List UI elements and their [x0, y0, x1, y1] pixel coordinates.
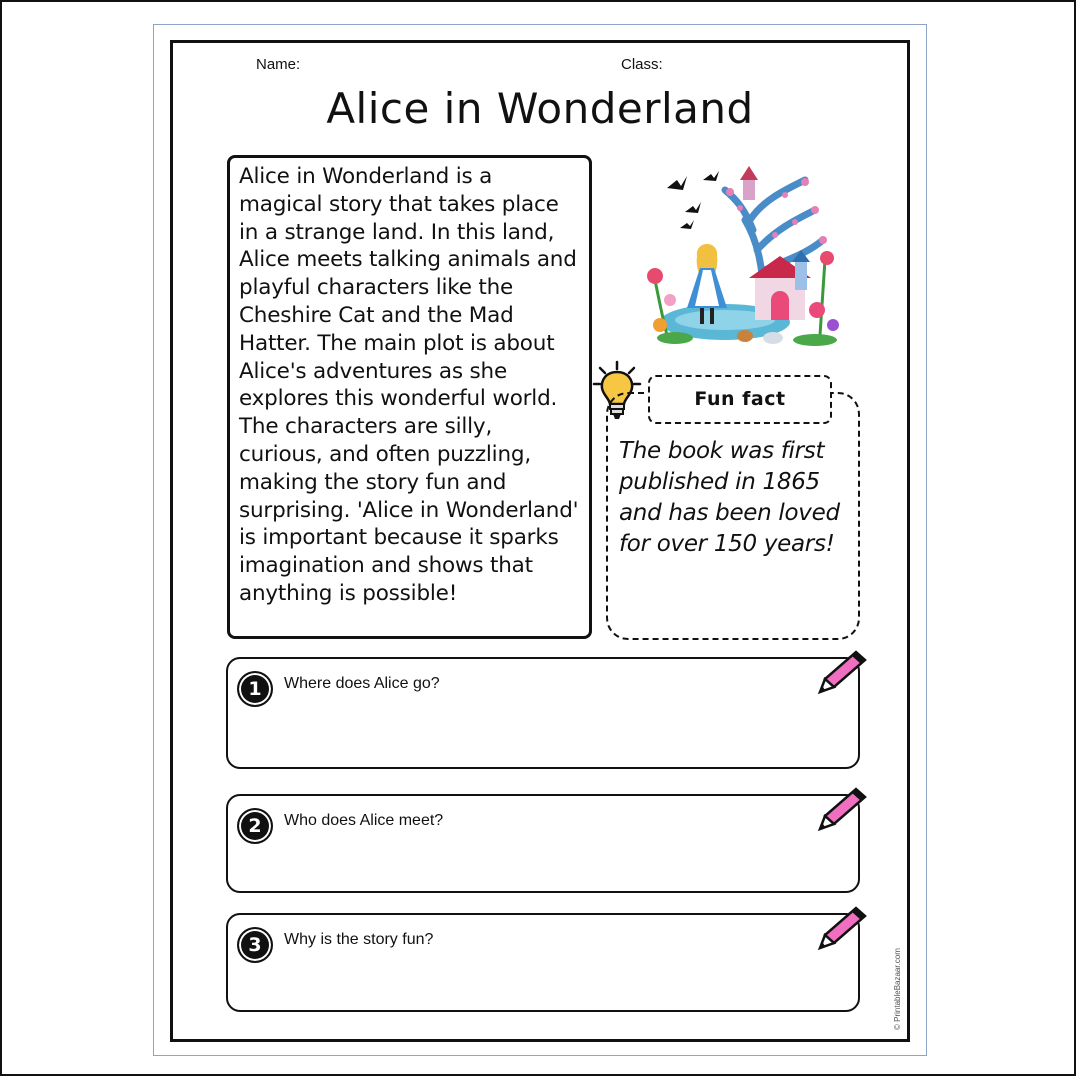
page-title: Alice in Wonderland	[326, 84, 754, 133]
question-box-3[interactable]	[226, 913, 860, 1012]
pencil-icon	[816, 649, 868, 695]
question-text: Where does Alice go?	[284, 675, 440, 692]
pencil-icon	[816, 905, 868, 951]
question-text: Why is the story fun?	[284, 931, 434, 948]
question-text: Who does Alice meet?	[284, 812, 444, 829]
alice-illustration-icon	[645, 160, 845, 350]
copyright-text: © PrintableBazaar.com	[893, 948, 902, 1030]
question-number: 1	[237, 671, 273, 707]
class-label: Class:	[621, 56, 663, 73]
question-number: 2	[237, 808, 273, 844]
pencil-icon	[816, 786, 868, 832]
question-box-2[interactable]	[226, 794, 860, 893]
fun-fact-text: The book was first published in 1865 and has been loved for over 150 years!	[619, 438, 840, 557]
question-number: 3	[237, 927, 273, 963]
reading-passage: Alice in Wonderland is a magical story that takes place in a strange land. In this land, Alice meets talking animals and playful characters like the Cheshire Cat and the Mad Hatter. The main plot is about Alice's adventures as she explores this wonderful world. The characters are silly, curious, and often puzzling, making the story fun and surprising. 'Alice in Wonderland' is important because it sparks imagination and shows that anything is possible!	[227, 155, 592, 639]
name-label: Name:	[256, 56, 301, 73]
fun-fact-heading: Fun fact	[648, 375, 832, 424]
question-box-1[interactable]	[226, 657, 860, 769]
